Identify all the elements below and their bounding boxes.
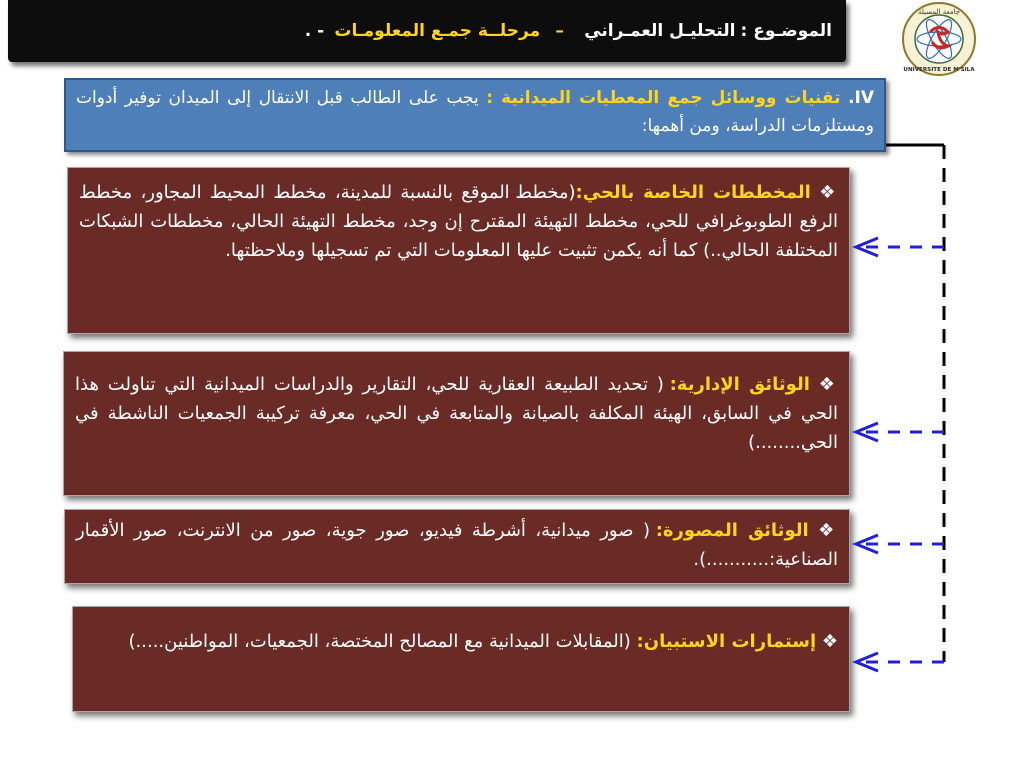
subject-topic: التحليـل العمـراني [584, 21, 736, 41]
item-title: إستمارات الاستبيان: [636, 631, 817, 652]
logo-bottom-text: UNIVERSITE DE M'SILA [903, 67, 975, 73]
bullet-icon: ❖ [821, 631, 838, 652]
item-text: (المقابلات الميدانية مع المصالح المختصة، الجمعيات، المواطنين.....) [128, 631, 637, 652]
item-title: الوثائق المصورة: [655, 520, 809, 541]
section-body: يجب على الطالب قبل الانتقال إلى الميدان توفير أدوات ومستلزمات الدراسة، ومن أهمها: [76, 88, 874, 136]
section-number: IV. [848, 88, 875, 108]
logo-arc-text: جامعة المسيلة [917, 8, 961, 16]
arrow-to-photo-documents [856, 535, 944, 553]
arrow-to-plans [856, 238, 944, 256]
arrow-to-questionnaires [856, 653, 944, 671]
item-text: (مخطط الموقع بالنسبة للمدينة، مخطط المحيط المجاور، مخطط الرفع الطوبوغرافي للحي، مخطط التهيئة المقترح إن وجد، مخطط التهيئة الحالي، مخططات الشبكات المختلفة الحالي..) كما أنه يكمن تثبيت عليها المعلومات التي تم تسجيلها وملاحظتها. [79, 182, 838, 261]
subject-label: الموضـوع : [740, 21, 832, 41]
item-title: الوثائق الإدارية: [669, 374, 810, 395]
item-text: ( صور ميدانية، أشرطة فيديو، صور جوية، صور من الانترنت، صور الأقمار الصناعية:...........). [76, 520, 838, 570]
bullet-icon: ❖ [818, 520, 838, 541]
item-title: المخططات الخاصة بالحي: [575, 182, 811, 203]
arrow-to-admin-documents [856, 423, 944, 441]
title-dash: – [555, 21, 564, 41]
subject-stage: مرحلــة جمـع المعلومـات [334, 21, 541, 41]
item-text: ( تحديد الطبيعة العقارية للحي، التقارير والدراسات الميدانية التي تناولت هذا الحي في السابق، الهيئة المكلفة بالصيانة والمتابعة في الحي، معرفة تركيبة الجمعيات الناشطة في الحي........) [75, 374, 838, 453]
section-heading: تقنيات ووسائل جمع المعطيات الميدانية : [486, 88, 841, 108]
bullet-icon: ❖ [818, 374, 839, 395]
title-tail: - . [304, 21, 325, 41]
bullet-icon: ❖ [819, 182, 838, 203]
